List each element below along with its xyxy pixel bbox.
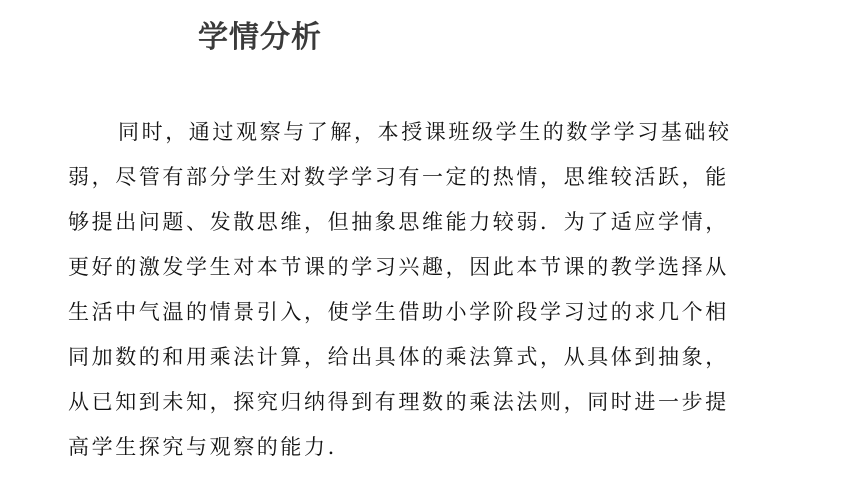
paragraph-line: 同加数的和用乘法计算，给出具体的乘法算式，从具体到抽象， xyxy=(68,345,729,369)
paragraph-line: 高学生探究与观察的能力. xyxy=(68,435,337,459)
paragraph-line: 同时，通过观察与了解，本授课班级学生的数学学习基础较 xyxy=(118,120,732,144)
paragraph xyxy=(68,110,778,470)
page-title: 学情分析 xyxy=(198,20,322,55)
paragraph-line: 更好的激发学生对本节课的学习兴趣，因此本节课的教学选择从 xyxy=(68,255,729,279)
paragraph-line: 从已知到未知，探究归纳得到有理数的乘法法则，同时进一步提 xyxy=(68,390,729,414)
paragraph-line: 弱，尽管有部分学生对数学学习有一定的热情，思维较活跃，能 xyxy=(68,165,729,189)
paragraph-line: 生活中气温的情景引入，使学生借助小学阶段学习过的求几个相 xyxy=(68,300,729,324)
paragraph-line: 够提出问题、发散思维，但抽象思维能力较弱．为了适应学情， xyxy=(68,210,729,234)
